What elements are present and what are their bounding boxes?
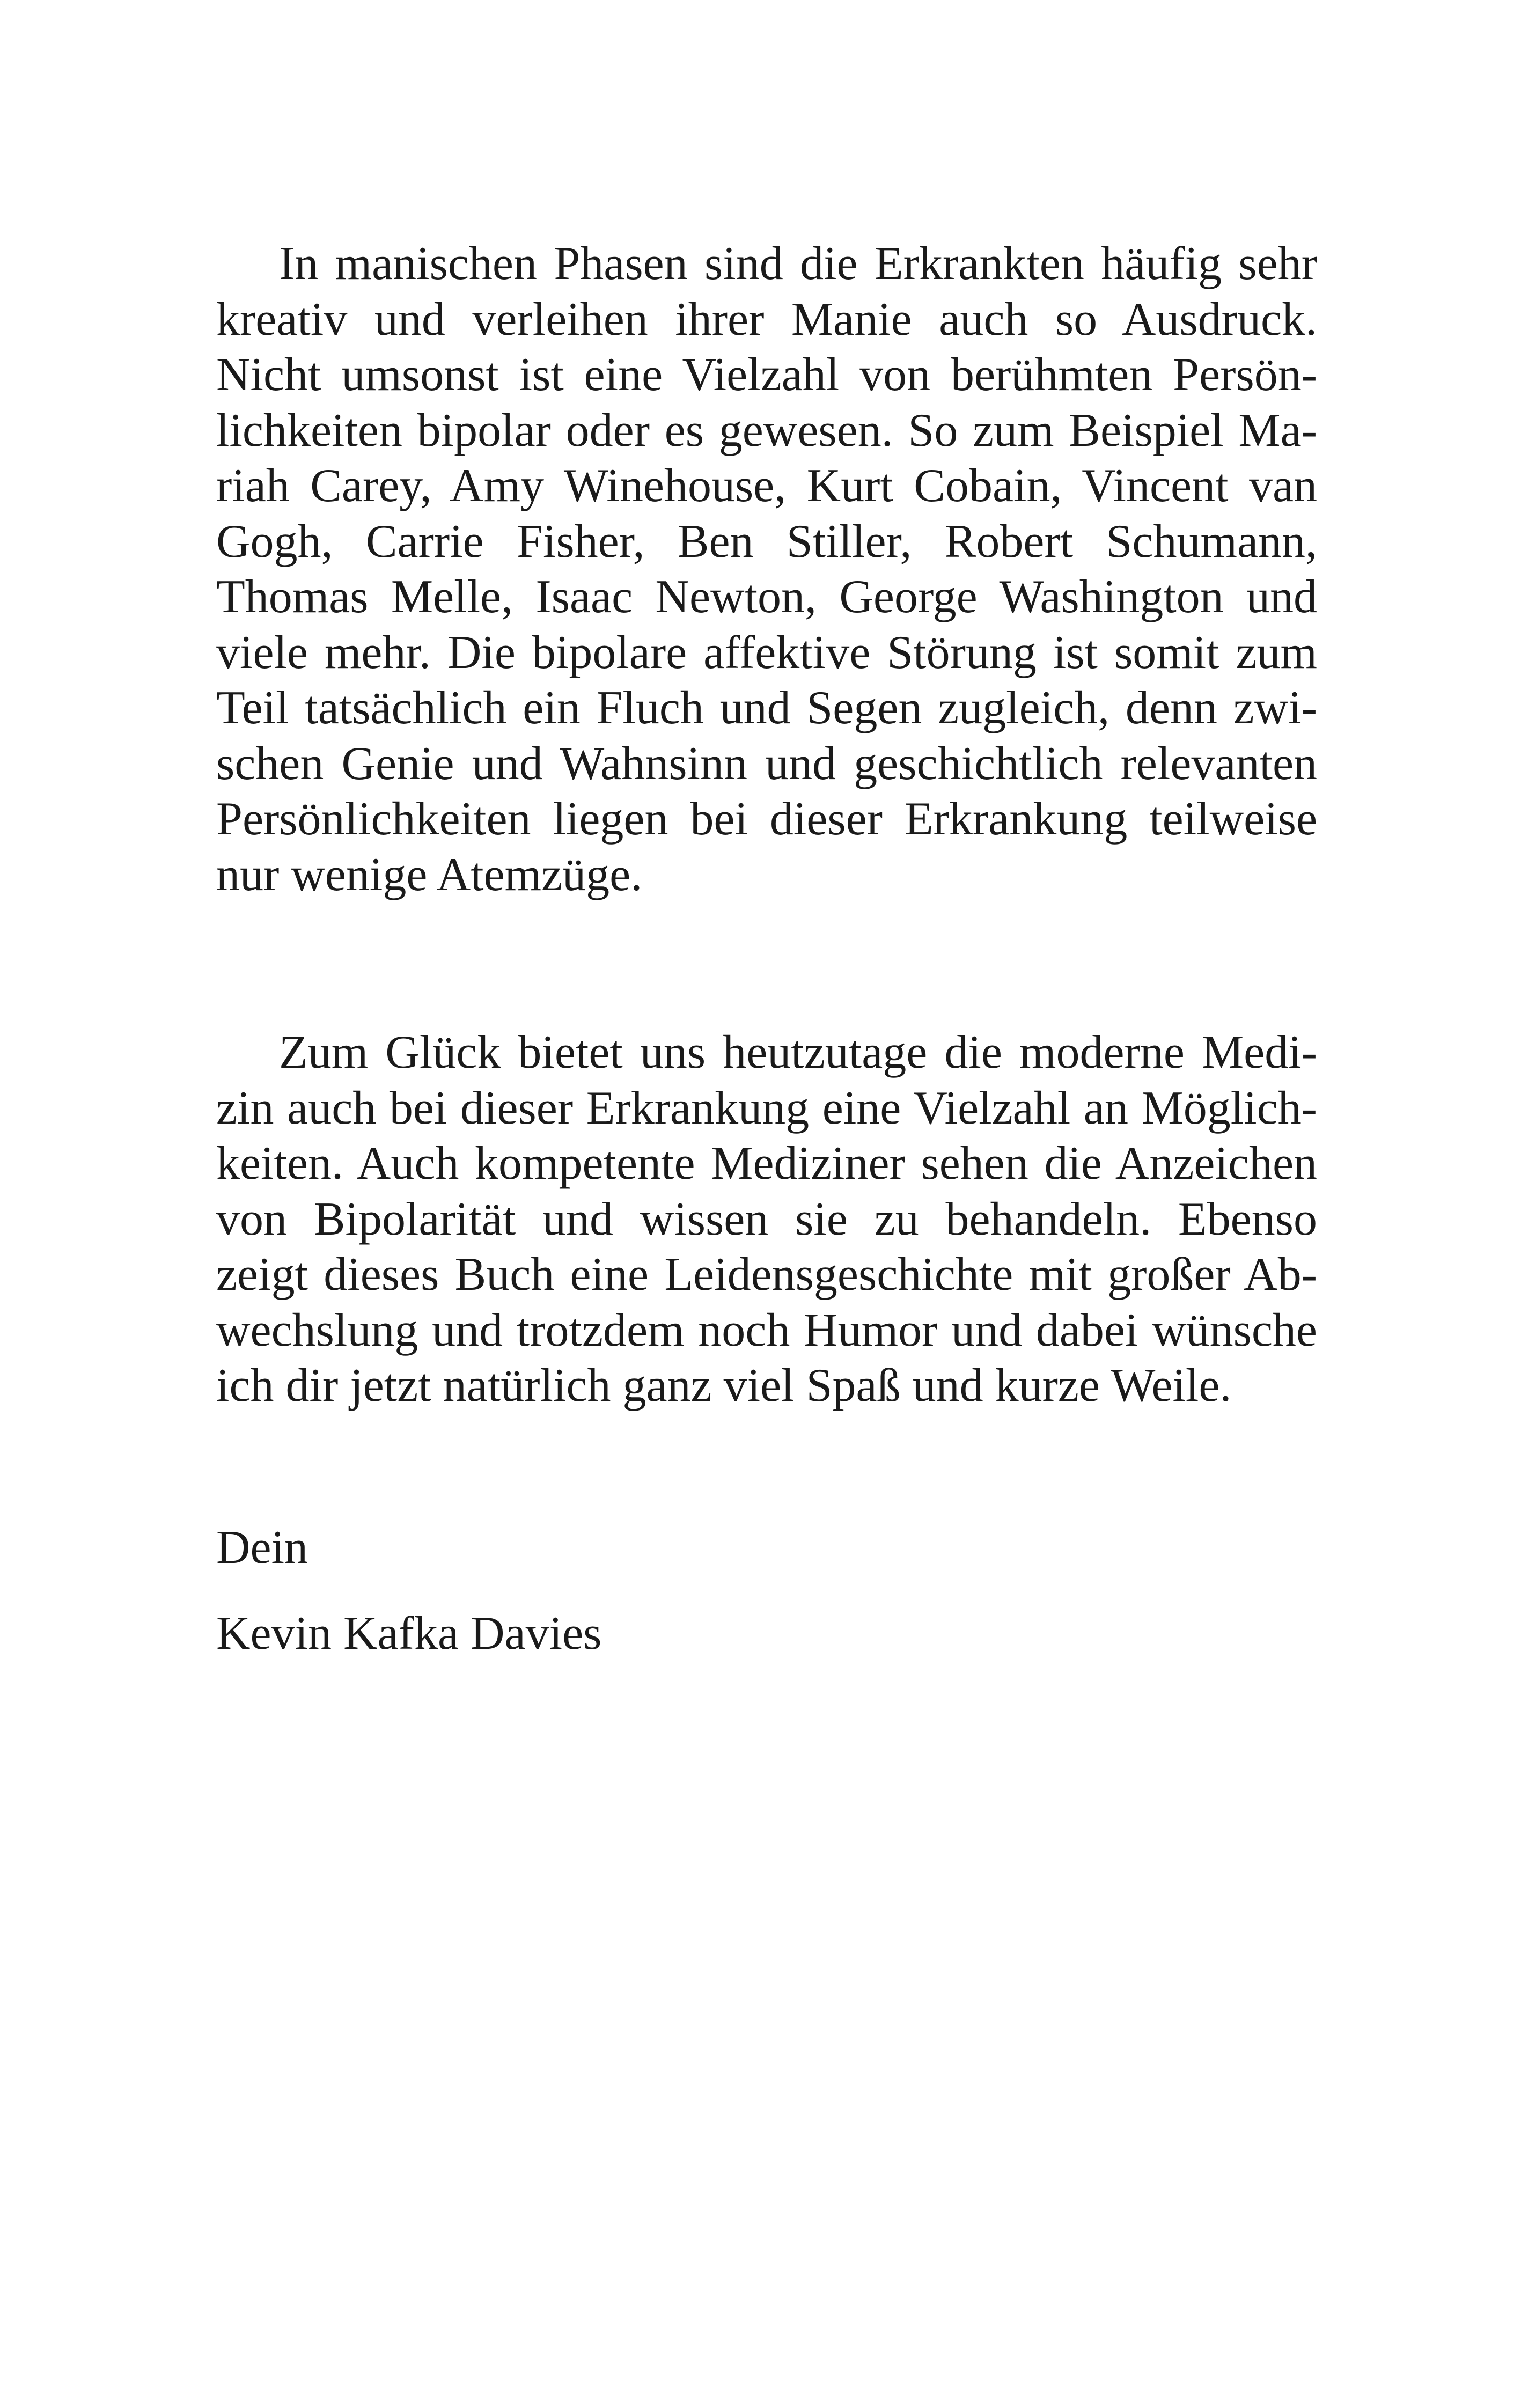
closing-salutation: Dein	[216, 1522, 308, 1574]
paragraph-line: zin auch bei dieser Erkrankung eine Vielzahl an Möglich-	[216, 1082, 1317, 1134]
paragraph-line: Nicht umsonst ist eine Vielzahl von berühmten Persön-	[216, 349, 1317, 401]
paragraph-line: Thomas Melle, Isaac Newton, George Washington und	[216, 571, 1317, 623]
paragraph-line: schen Genie und Wahnsinn und geschichtlich relevanten	[216, 737, 1317, 790]
paragraph-1	[216, 236, 1317, 902]
paragraph-line: riah Carey, Amy Winehouse, Kurt Cobain, Vincent van	[216, 460, 1317, 512]
paragraph-line: ich dir jetzt natürlich ganz viel Spaß und kurze Weile.	[216, 1360, 1232, 1412]
paragraph-line: Teil tatsächlich ein Fluch und Segen zugleich, denn zwi-	[216, 682, 1317, 734]
author-signature: Kevin Kafka Davies	[216, 1607, 602, 1660]
paragraph-line: zeigt dieses Buch eine Leidensgeschichte mit großer Ab-	[216, 1249, 1317, 1301]
paragraph-line: In manischen Phasen sind die Erkrankten häufig sehr	[279, 238, 1317, 290]
paragraph-line: Zum Glück bietet uns heutzutage die moderne Medi-	[279, 1026, 1317, 1078]
paragraph-line: Gogh, Carrie Fisher, Ben Stiller, Robert Schumann,	[216, 515, 1317, 568]
paragraph-line: Persönlichkeiten liegen bei dieser Erkrankung teilweise	[216, 793, 1317, 845]
paragraph-line: keiten. Auch kompetente Mediziner sehen die Anzeichen	[216, 1137, 1317, 1190]
paragraph-line: lichkeiten bipolar oder es gewesen. So zum Beispiel Ma-	[216, 404, 1317, 457]
paragraph-line: wechslung und trotzdem noch Humor und dabei wünsche	[216, 1304, 1317, 1356]
paragraph-line: kreativ und verleihen ihrer Manie auch so Ausdruck.	[216, 293, 1317, 346]
paragraph-line: nur wenige Atemzüge.	[216, 848, 643, 901]
paragraph-2	[216, 1025, 1317, 1414]
paragraph-line: viele mehr. Die bipolare affektive Störung ist somit zum	[216, 626, 1317, 679]
paragraph-line: von Bipolarität und wissen sie zu behandeln. Ebenso	[216, 1193, 1317, 1245]
